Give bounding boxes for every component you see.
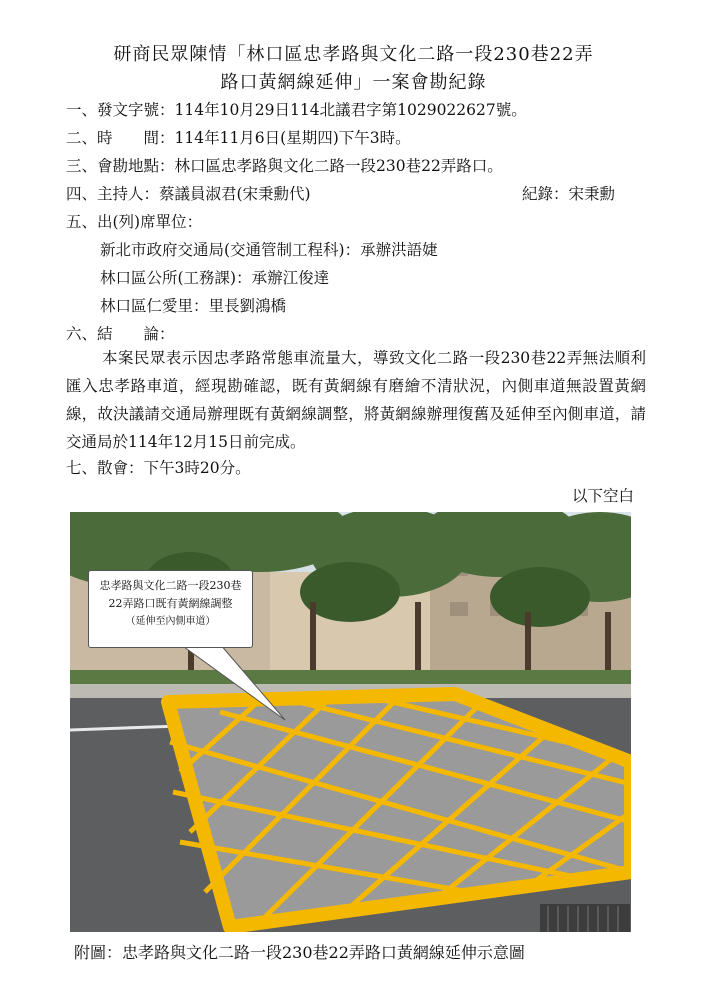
attendee-village: 林口區仁愛里：里長劉鴻橋 [100, 297, 287, 315]
attendees-heading: 五、出(列)席單位： [66, 213, 203, 231]
attendee-district-office: 林口區公所(工務課)：承辦江俊達 [100, 269, 330, 287]
attendee-transport: 新北市政府交通局(交通管制工程科)：承辦洪語婕 [100, 241, 438, 259]
adjourn-time: 七、散會：下午3時20分。 [66, 459, 251, 477]
callout-box [88, 570, 253, 648]
figure-caption: 附圖：忠孝路與文化二路一段230巷22弄路口黃網線延伸示意圖 [74, 943, 525, 962]
doc-number: 一、發文字號：114年10月29日114北議君字第1029022627號。 [66, 101, 527, 119]
host: 四、主持人：蔡議員淑君(宋秉勳代) [66, 185, 311, 203]
callout-line-3: （延伸至內側車道） [125, 616, 216, 627]
conclusion-heading: 六、結 論： [66, 325, 175, 343]
blank-note: 以下空白 [572, 487, 635, 505]
callout-line-1: 忠孝路與文化二路一段230巷 [99, 579, 242, 592]
meeting-location: 三、會勘地點：林口區忠孝路與文化二路一段230巷22弄路口。 [66, 157, 503, 175]
meeting-time: 二、時 間：114年11月6日(星期四)下午3時。 [66, 129, 411, 147]
callout-line-2: 22弄路口既有黃網線調整 [108, 597, 233, 610]
title-line-1: 研商民眾陳情「林口區忠孝路與文化二路一段230巷22弄 [113, 44, 594, 65]
site-photo [70, 512, 631, 932]
recorder: 紀錄：宋秉勳 [522, 185, 616, 203]
title-line-2: 路口黃網線延伸」一案會勘紀錄 [220, 72, 487, 93]
conclusion-text: 本案民眾表示因忠孝路常態車流量大，導致文化二路一段230巷22弄無法順利匯入忠孝路車道，經現勘確認，既有黃網線有磨繪不清狀況，內側車道無設置黃網線，故決議請交通局辦理既有黃網線調整，將黃網線辦理復舊及延伸至內側車道，請交通局於114年12月15日前完成。 [66, 349, 646, 451]
